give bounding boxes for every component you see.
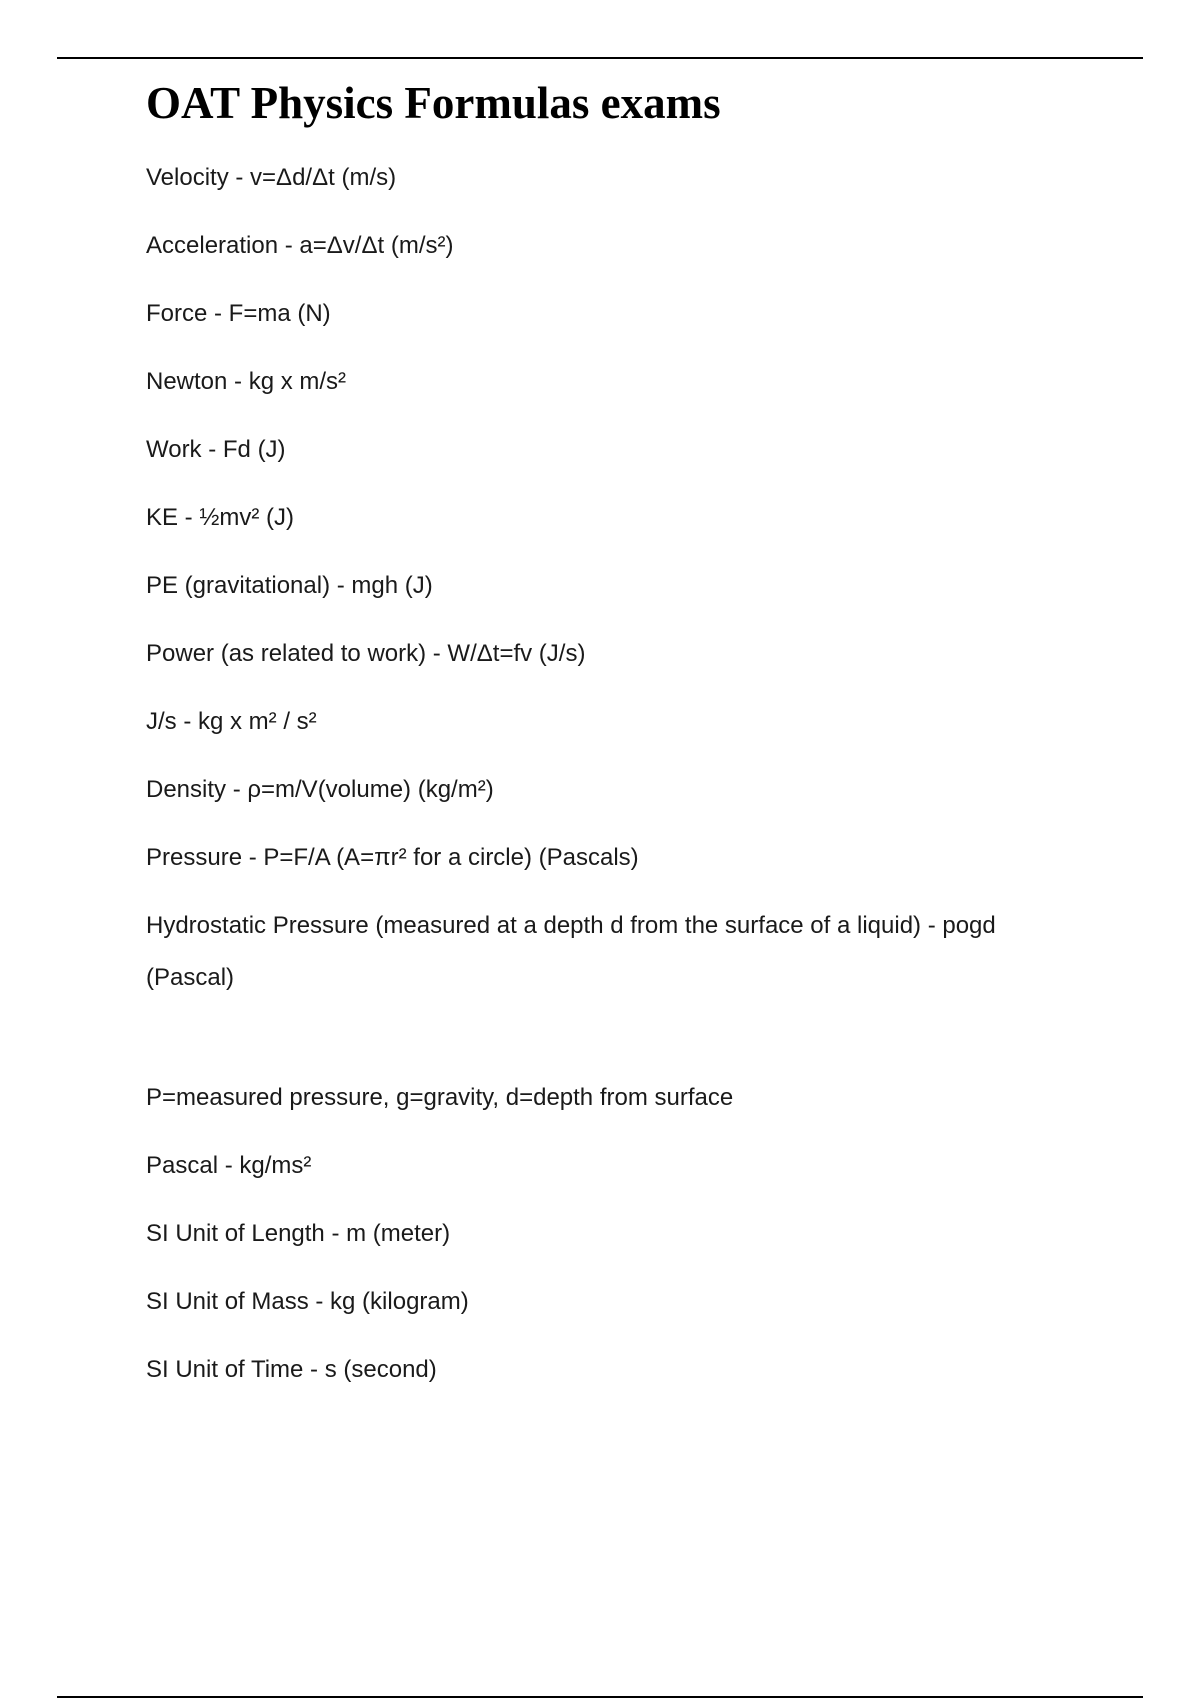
hydrostatic-variables-note: P=measured pressure, g=gravity, d=depth from surface [146, 1084, 734, 1111]
bottom-rule [57, 1696, 1143, 1698]
si-unit-time: SI Unit of Time - s (second) [146, 1356, 437, 1383]
formula-potential-energy: PE (gravitational) - mgh (J) [146, 572, 433, 599]
formula-acceleration: Acceleration - a=Δv/Δt (m/s²) [146, 232, 454, 259]
formula-velocity: Velocity - v=Δd/Δt (m/s) [146, 164, 397, 191]
formula-force: Force - F=ma (N) [146, 300, 331, 327]
formula-power: Power (as related to work) - W/Δt=fv (J/s) [146, 640, 586, 667]
formula-newton: Newton - kg x m/s² [146, 368, 347, 395]
formula-hydrostatic-pressure: Hydrostatic Pressure (measured at a depth d from the surface of a liquid) - pogd (Pascal) [146, 912, 996, 991]
formula-density: Density - ρ=m/V(volume) (kg/m²) [146, 776, 494, 803]
formula-joules-per-second: J/s - kg x m² / s² [146, 708, 317, 735]
top-rule [57, 57, 1143, 59]
page-title: OAT Physics Formulas exams [146, 78, 721, 128]
formula-list [146, 152, 1086, 1412]
formula-kinetic-energy: KE - ½mv² (J) [146, 504, 294, 531]
formula-work: Work - Fd (J) [146, 436, 286, 463]
formula-pressure: Pressure - P=F/A (A=πr² for a circle) (Pascals) [146, 844, 639, 871]
si-unit-length: SI Unit of Length - m (meter) [146, 1220, 451, 1247]
formula-pascal: Pascal - kg/ms² [146, 1152, 312, 1179]
si-unit-mass: SI Unit of Mass - kg (kilogram) [146, 1288, 469, 1315]
